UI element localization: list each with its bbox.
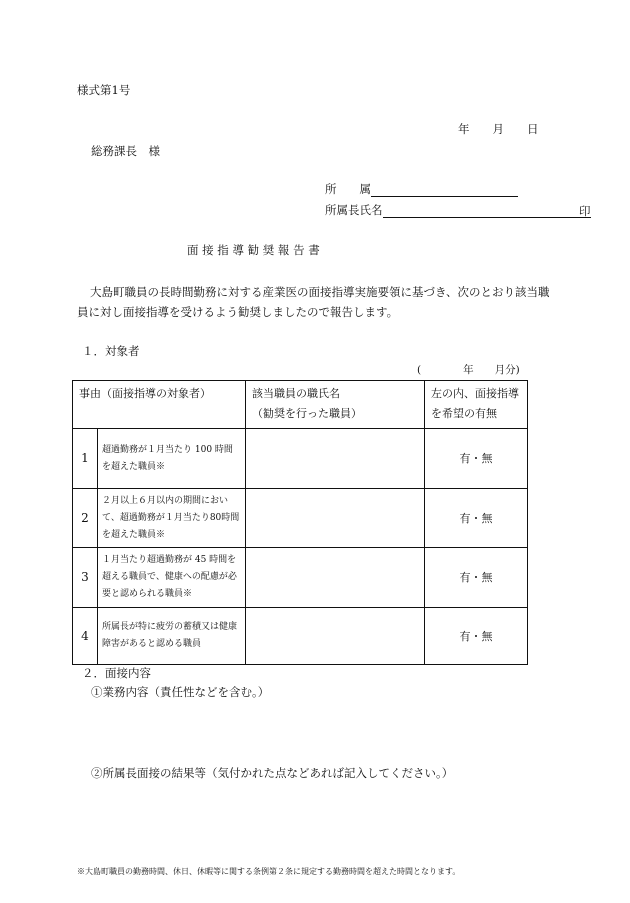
row-condition: 所属長が特に疲労の蓄積又は健康障害があると認める職員 (98, 608, 246, 665)
row-answer[interactable]: 有・無 (425, 489, 528, 548)
target-table (72, 380, 528, 665)
affiliation-row (325, 181, 518, 197)
row-number: 1 (73, 429, 98, 489)
row-answer[interactable]: 有・無 (425, 608, 528, 665)
row-condition: ２月以上６月以内の期間において、超過勤務が１月当たり80時間を超えた職員※ (98, 489, 246, 548)
table-row (73, 548, 528, 608)
seal-mark: 印 (579, 204, 591, 218)
manager-label: 所属長氏名 (325, 203, 383, 217)
section2-heading: ２．面接内容 (82, 666, 151, 680)
row-staff-name[interactable] (246, 489, 425, 548)
header-desire: 左の内、面接指導を希望の有無 (425, 381, 528, 429)
affiliation-label: 所 属 (325, 182, 371, 196)
table-row (73, 429, 528, 489)
section1-heading: １．対象者 (82, 344, 140, 358)
table-header-row (73, 381, 528, 429)
section2-item2: ②所属長面接の結果等（気付かれた点などあれば記入してください。） (91, 766, 454, 780)
row-number: 3 (73, 548, 98, 608)
row-staff-name[interactable] (246, 608, 425, 665)
row-number: 4 (73, 608, 98, 665)
table-row (73, 608, 528, 665)
manager-field[interactable] (383, 203, 591, 218)
section2-item1: ①業務内容（責任性などを含む。） (91, 685, 270, 699)
addressee: 総務課長 様 (91, 144, 160, 158)
period-label: ( 年 月分) (417, 364, 520, 376)
row-answer[interactable]: 有・無 (425, 429, 528, 489)
row-condition: 超過勤務が１月当たり 100 時間を超えた職員※ (98, 429, 246, 489)
page-title: 面 接 指 導 勧 奨 報 告 書 (187, 243, 320, 257)
affiliation-field[interactable] (371, 182, 518, 197)
row-staff-name[interactable] (246, 429, 425, 489)
body-paragraph: 大島町職員の長時間勤務に対する産業医の面接指導実施要領に基づき、次のとおり該当職員に対し面接指導を受けるよう勧奨しましたので報告します。 (77, 285, 550, 319)
header-staff: 該当職員の職氏名 （勧奨を行った職員） (246, 381, 425, 429)
footnote: ※大島町職員の勤務時間、休日、休暇等に関する条例第２条に規定する勤務時間を超えた時間となります。 (77, 867, 461, 876)
form-number: 様式第1号 (77, 83, 131, 97)
row-staff-name[interactable] (246, 548, 425, 608)
row-answer[interactable]: 有・無 (425, 548, 528, 608)
row-condition: １月当たり超過勤務が 45 時間を超える職員で、健康への配慮が必要と認められる職員※ (98, 548, 246, 608)
date-line: 年 月 日 (458, 122, 539, 136)
row-number: 2 (73, 489, 98, 548)
manager-row (325, 202, 591, 218)
table-row (73, 489, 528, 548)
header-reason: 事由（面接指導の対象者） (73, 381, 246, 429)
